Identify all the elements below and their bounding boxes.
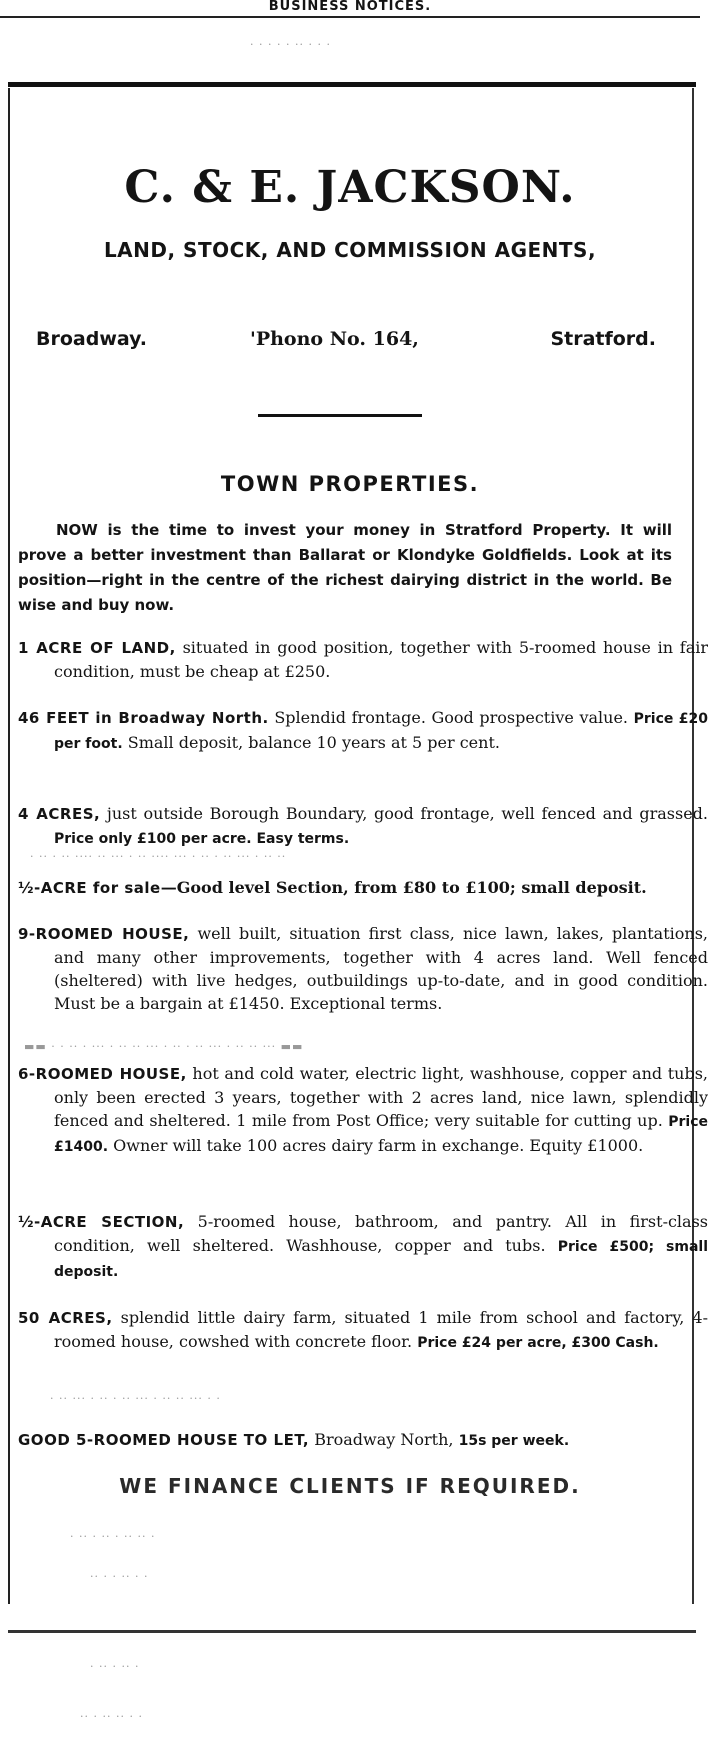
listing-item	[18, 1210, 708, 1284]
bleed-through-smudge: · ·· ··· · ·· · ·· ··· · ·· ·· ··· · ·	[50, 1392, 221, 1405]
address-right: Stratford.	[550, 328, 656, 350]
listing-text: situated in good position, together with 5-roomed house in fair condition, must be cheap at £250.	[54, 638, 708, 681]
listing-lead: 4 ACRES,	[18, 805, 101, 823]
listing-price: Price £20 per foot.	[54, 711, 708, 752]
listing-item	[18, 1306, 708, 1355]
intro-paragraph: NOW is the time to invest your money in Stratford Property. It will prove a better investment than Ballarat or Klondyke Goldfields. Look at its position—right in the centre of the richest dairying district in the world. Be wise and buy now.	[18, 521, 672, 614]
bleed-through-smudge: · ·· · ·· · ·· ·· ·	[70, 1530, 156, 1543]
phone-number: 'Phono No. 164,	[250, 328, 419, 350]
listing-lead: 1 ACRE OF LAND,	[18, 639, 176, 657]
section-heading: TOWN PROPERTIES.	[220, 472, 480, 496]
listing-price: Price only £100 per acre. Easy terms.	[54, 831, 350, 847]
top-rule	[0, 16, 700, 18]
listing-item	[18, 706, 708, 756]
listing-text: Broadway North,	[314, 1430, 454, 1449]
listing-text: well built, situation first class, nice lawn, lakes, plantations, and many other improvements, together with 4 acres land. Well fenced (sheltered) with live hedges, outbuildings up-to-date, and in good condition. Must be a bargain at £1450. Exceptional terms.	[54, 924, 708, 1013]
advert-bottom-border	[8, 1630, 696, 1633]
listing-lead: ½-ACRE for sale	[18, 879, 161, 897]
listing-lead: 50 ACRES,	[18, 1309, 113, 1327]
listing-lead: GOOD 5-ROOMED HOUSE TO LET,	[18, 1431, 310, 1449]
listing-text: —Good level Section, from £80 to £100; small deposit.	[160, 878, 647, 897]
divider-rule	[258, 414, 422, 417]
listing-item	[18, 636, 708, 683]
listing-price: Price £500; small deposit.	[54, 1239, 708, 1280]
closing-line: WE FINANCE CLIENTS IF REQUIRED.	[119, 1474, 581, 1498]
address-left: Broadway.	[36, 328, 147, 350]
bleed-through-smudge: ▬▬ · · ·· · ··· · ·· ·· ··· · ·· · ·· ··· · ·· ·· ··· ▬▬	[24, 1040, 304, 1053]
listing-text: Splendid frontage. Good prospective value.	[274, 708, 629, 727]
advert-top-border	[8, 82, 696, 87]
listing-text: 5-roomed house, bathroom, and pantry. All in first-class condition, well sheltered. Washhouse, copper and tubs.	[54, 1212, 708, 1255]
bleed-through-smudge: ·· · ·· ·· · ·	[80, 1710, 143, 1723]
listing-price: 15s per week.	[458, 1433, 570, 1449]
listing-tail: Small deposit, balance 10 years at 5 per cent.	[127, 733, 500, 752]
bleed-through-smudge: · ·· · ·· ·	[90, 1660, 140, 1673]
listing-item	[18, 876, 708, 900]
listing-item	[18, 1428, 708, 1453]
listing-tail: Owner will take 100 acres dairy farm in exchange. Equity £1000.	[113, 1136, 644, 1155]
bleed-through-smudge: ·· · · ·· · ·	[90, 1570, 149, 1583]
listing-lead: ½-ACRE SECTION,	[18, 1213, 185, 1231]
listing-text: just outside Borough Boundary, good frontage, well fenced and grassed.	[106, 804, 708, 823]
listing-lead: 46 FEET in Broadway North.	[18, 709, 269, 727]
firm-subtitle: LAND, STOCK, AND COMMISSION AGENTS,	[103, 238, 597, 262]
listing-item	[18, 802, 708, 851]
listing-item	[18, 1062, 708, 1159]
listing-price: Price £1400.	[54, 1114, 708, 1155]
firm-name: C. & E. JACKSON.	[124, 162, 576, 213]
listing-lead: 6-ROOMED HOUSE,	[18, 1065, 187, 1083]
bleed-through-smudge: · · · · · ·· · · ·	[250, 38, 331, 51]
listing-text: splendid little dairy farm, situated 1 mile from school and factory, 4-roomed house, cowshed with concrete floor.	[54, 1308, 708, 1351]
listing-text: hot and cold water, electric light, washhouse, copper and tubs, only been erected 3 years, together with 2 acres land, nice lawn, splendidly fenced and sheltered. 1 mile from Post Office; very suitable for cutting up.	[54, 1064, 708, 1130]
bleed-through-smudge: · ·· · ·· ···· ·· ··· · ·· ···· ··· · ·· · ·· ··· · ·· ··	[30, 850, 287, 863]
listing-lead: 9-ROOMED HOUSE,	[18, 925, 190, 943]
listing-item	[18, 922, 708, 1015]
listing-price: Price £24 per acre, £300 Cash.	[417, 1335, 659, 1351]
section-header: BUSINESS NOTICES.	[268, 0, 432, 14]
